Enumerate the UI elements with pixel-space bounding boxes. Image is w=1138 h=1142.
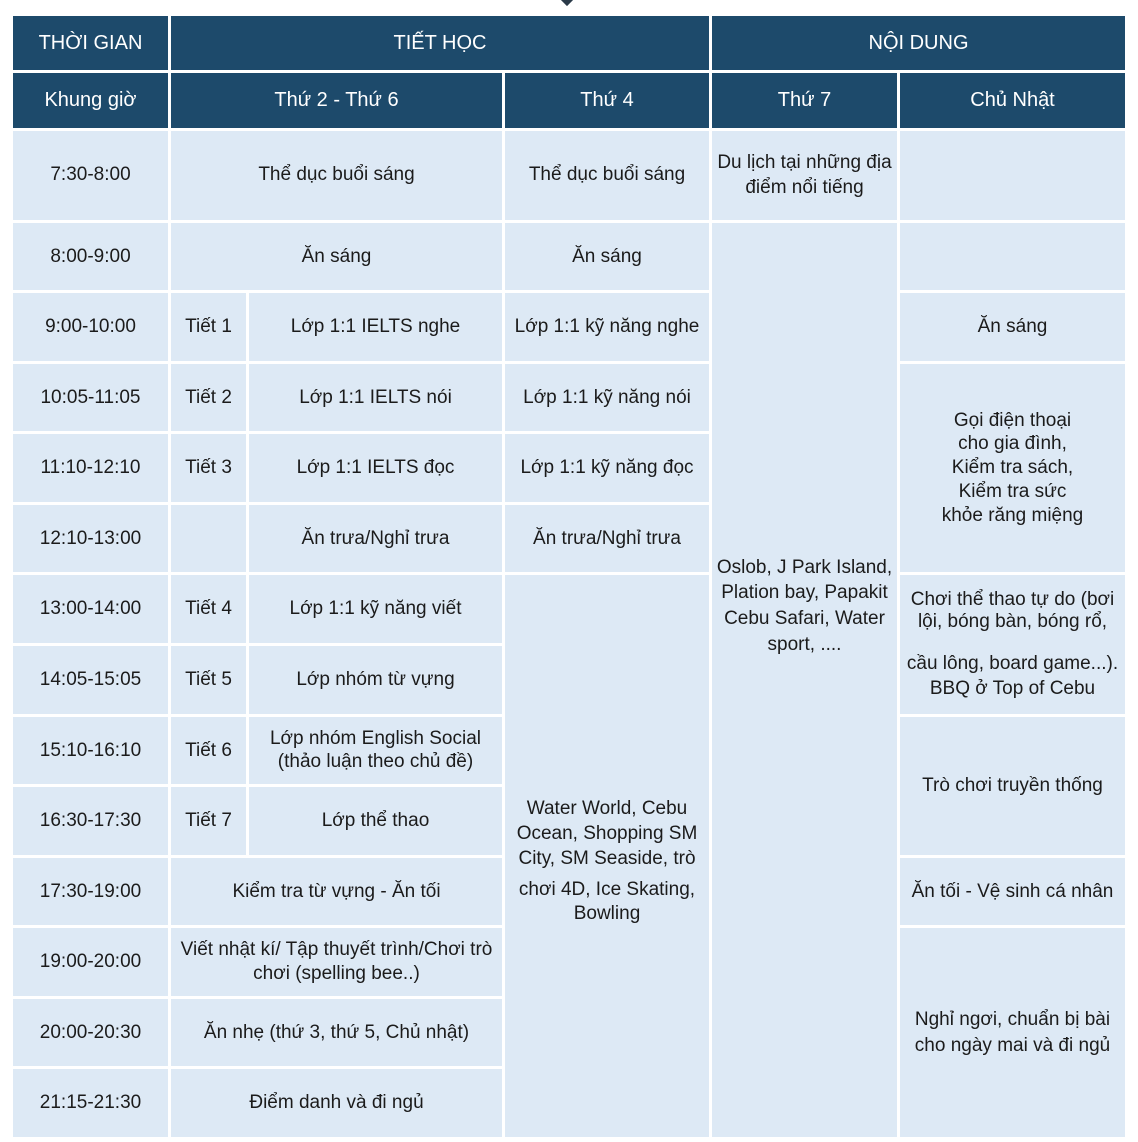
time-cell: 12:10-13:00 xyxy=(13,505,168,573)
time-cell: 16:30-17:30 xyxy=(13,787,168,855)
weekday-cell: Kiểm tra từ vựng - Ăn tối xyxy=(171,858,502,926)
text-line: Lớp nhóm English Social xyxy=(269,727,482,749)
period-cell: Tiết 6 xyxy=(171,717,246,785)
table-row xyxy=(13,293,1125,361)
text-line: Cebu Safari, Water xyxy=(724,607,885,629)
period-cell: Tiết 1 xyxy=(171,293,246,361)
weekday-cell: Lớp 1:1 IELTS nói xyxy=(249,364,502,432)
time-cell: 20:00-20:30 xyxy=(13,999,168,1067)
text-line: Chơi thể thao tự do (bơi xyxy=(910,588,1115,610)
time-cell: 8:00-9:00 xyxy=(13,223,168,291)
wednesday-cell: Ăn trưa/Nghỉ trưa xyxy=(505,505,709,573)
header-slot: Khung giờ xyxy=(13,73,168,127)
period-cell: Tiết 3 xyxy=(171,434,246,502)
text-line: BBQ ở Top of Cebu xyxy=(929,678,1096,700)
header-time: THỜI GIAN xyxy=(13,16,168,70)
period-cell: Tiết 2 xyxy=(171,364,246,432)
text-line: cầu lông, board game...). xyxy=(906,652,1119,674)
table-row xyxy=(13,575,1125,643)
time-cell: 17:30-19:00 xyxy=(13,858,168,926)
text-line: cho gia đình, xyxy=(958,433,1067,455)
text-line: sport, .... xyxy=(767,633,842,655)
weekday-cell: Lớp 1:1 IELTS nghe xyxy=(249,293,502,361)
time-cell: 14:05-15:05 xyxy=(13,646,168,714)
text-line: Kiểm tra sách, xyxy=(951,457,1074,479)
sunday-empty-cell xyxy=(900,223,1125,291)
header-wednesday: Thứ 4 xyxy=(505,73,709,127)
header-lessons: TIẾT HỌC xyxy=(171,16,709,70)
time-cell: 10:05-11:05 xyxy=(13,364,168,432)
time-cell: 11:10-12:10 xyxy=(13,434,168,502)
text-line: Ocean, Shopping SM xyxy=(516,823,698,845)
table-row xyxy=(13,223,1125,291)
wednesday-cell: Lớp 1:1 kỹ năng nói xyxy=(505,364,709,432)
weekday-cell xyxy=(171,928,502,996)
sunday-empty-cell xyxy=(900,131,1125,220)
period-cell: Tiết 5 xyxy=(171,646,246,714)
header-row-1 xyxy=(13,16,1125,70)
time-cell: 7:30-8:00 xyxy=(13,131,168,220)
sunday-calls-cell xyxy=(900,364,1125,573)
text-line: cho ngày mai và đi ngủ xyxy=(914,1034,1111,1056)
header-saturday: Thứ 7 xyxy=(712,73,897,127)
weekday-cell: Ăn trưa/Nghỉ trưa xyxy=(249,505,502,573)
header-mon-fri: Thứ 2 - Thứ 6 xyxy=(171,73,502,127)
wednesday-cell: Ăn sáng xyxy=(505,223,709,291)
time-cell: 21:15-21:30 xyxy=(13,1069,168,1137)
text-line: khỏe răng miệng xyxy=(941,504,1084,526)
text-line: Du lịch tại những địa xyxy=(717,151,892,173)
sunday-sports-cell xyxy=(900,575,1125,713)
text-line: Viết nhật kí/ Tập thuyết trình/Chơi trò xyxy=(180,939,493,961)
weekday-cell: Ăn sáng xyxy=(171,223,502,291)
weekday-cell: Lớp 1:1 kỹ năng viết xyxy=(249,575,502,643)
weekday-cell: Ăn nhẹ (thứ 3, thứ 5, Chủ nhật) xyxy=(171,999,502,1067)
text-line: Plation bay, Papakit xyxy=(721,582,888,604)
weekday-cell: Điểm danh và đi ngủ xyxy=(171,1069,502,1137)
sunday-cell: Trò chơi truyền thống xyxy=(900,717,1125,855)
text-line: Oslob, J Park Island, xyxy=(716,556,893,578)
weekday-cell: Thể dục buổi sáng xyxy=(171,131,502,220)
saturday-places-cell xyxy=(712,223,897,1137)
period-cell: Tiết 7 xyxy=(171,787,246,855)
text-line: Bowling xyxy=(573,903,641,925)
time-cell: 19:00-20:00 xyxy=(13,928,168,996)
period-cell: Tiết 4 xyxy=(171,575,246,643)
text-line: chơi 4D, Ice Skating, xyxy=(518,878,696,900)
time-cell: 9:00-10:00 xyxy=(13,293,168,361)
wednesday-cell: Lớp 1:1 kỹ năng đọc xyxy=(505,434,709,502)
time-cell: 13:00-14:00 xyxy=(13,575,168,643)
saturday-tour-cell xyxy=(712,131,897,220)
sunday-cell: Ăn sáng xyxy=(900,293,1125,361)
text-line: Water World, Cebu xyxy=(526,798,688,820)
header-row-2 xyxy=(13,73,1125,127)
text-line: (thảo luận theo chủ đề) xyxy=(277,751,474,773)
header-content: NỘI DUNG xyxy=(712,16,1125,70)
top-marker xyxy=(560,0,574,6)
schedule-table xyxy=(10,13,1128,1140)
period-empty-cell xyxy=(171,505,246,573)
text-line: Gọi điện thoại xyxy=(953,409,1072,431)
sunday-rest-cell xyxy=(900,928,1125,1137)
weekday-cell: Lớp thể thao xyxy=(249,787,502,855)
weekday-cell xyxy=(249,717,502,785)
header-sunday: Chủ Nhật xyxy=(900,73,1125,127)
wednesday-trip-cell xyxy=(505,575,709,1137)
text-line: Kiểm tra sức xyxy=(958,480,1067,502)
wednesday-cell: Thể dục buổi sáng xyxy=(505,131,709,220)
weekday-cell: Lớp nhóm từ vựng xyxy=(249,646,502,714)
text-line: lội, bóng bàn, bóng rổ, xyxy=(917,610,1108,632)
table-row xyxy=(13,364,1125,432)
text-line: Nghỉ ngơi, chuẩn bị bài xyxy=(914,1008,1111,1030)
text-line: chơi (spelling bee..) xyxy=(253,963,420,985)
weekday-cell: Lớp 1:1 IELTS đọc xyxy=(249,434,502,502)
text-line: City, SM Seaside, trò xyxy=(518,847,696,869)
table-row xyxy=(13,131,1125,220)
time-cell: 15:10-16:10 xyxy=(13,717,168,785)
wednesday-cell: Lớp 1:1 kỹ năng nghe xyxy=(505,293,709,361)
sunday-cell: Ăn tối - Vệ sinh cá nhân xyxy=(900,858,1125,926)
text-line: điểm nổi tiếng xyxy=(745,177,864,199)
